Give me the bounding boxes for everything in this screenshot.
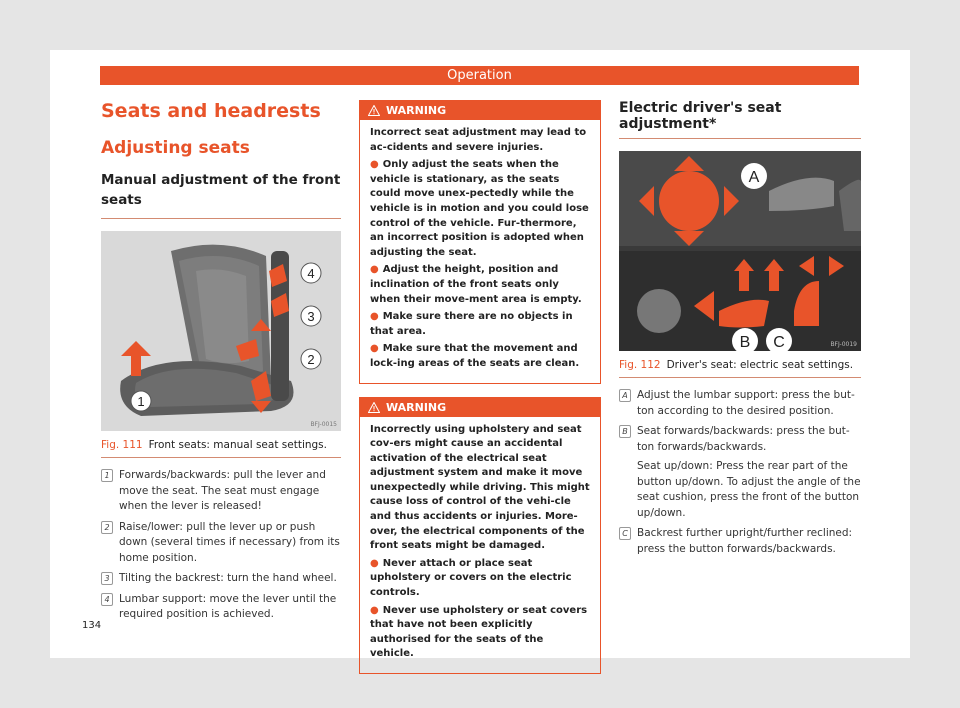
callout-4 <box>301 263 321 283</box>
bullet-text: Never attach or place seat upholstery or covers on the electric controls. <box>370 557 572 599</box>
callout-A <box>741 163 767 189</box>
bullet-text: Make sure that the movement and lock-ing areas of the seats are clean. <box>370 343 580 369</box>
callout-3 <box>301 306 321 326</box>
figure-caption-text: Front seats: manual seat settings. <box>148 439 327 451</box>
warning-bullet <box>370 557 590 601</box>
electric-adjust-list <box>619 388 861 557</box>
column-3 <box>619 100 861 562</box>
callout-1 <box>131 391 151 411</box>
item-marker: 3 <box>101 572 113 585</box>
page-number: 134 <box>82 620 102 631</box>
warning-header <box>360 101 600 120</box>
figure-caption <box>619 359 861 371</box>
item-text: Tilting the backrest: turn the hand wheel. <box>119 572 337 584</box>
list-item <box>619 526 861 557</box>
warning-body <box>360 120 600 383</box>
list-item <box>101 592 341 623</box>
subsection-title: Manual adjustment of the front seats <box>101 170 341 219</box>
item-marker: B <box>619 425 631 438</box>
warning-title: WARNING <box>386 104 447 117</box>
item-marker: C <box>619 527 631 540</box>
column-2 <box>359 100 601 687</box>
callout-2 <box>301 349 321 369</box>
figure-code: BFJ-0019 <box>830 341 857 348</box>
bullet-text: Adjust the height, position and inclination of the front seats only when their move-ment area is empty. <box>370 264 582 305</box>
chapter-title: Seats and headrests <box>101 100 321 122</box>
bullet-text: Never use upholstery or seat covers that have not been explicitly authorised for the seats of the vehicle. <box>370 604 588 660</box>
bullet-text: Only adjust the seats when the vehicle is stationary, as the seats could move unex-pectedly while the vehicle is in motion and you could lose control of the vehicle. Fur-thermore, an incorrect position is adopted when adjusting the seat. <box>370 159 589 258</box>
manual-adjust-list <box>101 468 341 623</box>
figure-caption <box>101 439 341 451</box>
item-text: Adjust the lumbar support: press the but-ton according to the desired position. <box>637 389 855 417</box>
item-marker: 4 <box>101 593 113 606</box>
warning-bullet <box>370 604 590 662</box>
bullet-icon: ● <box>370 604 379 616</box>
warning-triangle-icon <box>368 402 380 413</box>
section-header: Operation <box>100 66 859 85</box>
warning-box-1 <box>359 100 601 384</box>
warning-box-2 <box>359 397 601 675</box>
item-marker: A <box>619 389 631 402</box>
figure-number: Fig. 112 <box>619 359 661 371</box>
bullet-text: Make sure there are no objects in that area. <box>370 311 573 337</box>
warning-body <box>360 417 600 674</box>
bullet-icon: ● <box>370 311 379 323</box>
svg-text:4: 4 <box>307 266 315 281</box>
warning-triangle-icon <box>368 105 380 116</box>
bullet-icon: ● <box>370 159 379 171</box>
item-subtext: Seat up/down: Press the rear part of the button up/down. To adjust the angle of the seat cushion, press the front of the button up/down. <box>637 460 861 519</box>
manual-page <box>50 50 910 658</box>
figure-electric-seat <box>619 151 861 378</box>
item-text: Forwards/backwards: pull the lever and move the seat. The seat must engage when the lever is released! <box>119 469 326 512</box>
electric-seat-controls-illustration <box>619 151 861 351</box>
column-1 <box>101 100 341 628</box>
svg-text:1: 1 <box>137 394 145 409</box>
figure-manual-seat <box>101 231 341 458</box>
list-item <box>101 520 341 567</box>
list-item <box>619 424 861 521</box>
svg-text:B: B <box>739 334 751 351</box>
warning-intro: Incorrectly using upholstery and seat cov-ers might cause an accidental activation of the electrical seat adjustment system and make it move unexpectedly while driving. This might cause loss of control of the vehi-cle and thus accidents or injuries. More-over, the electrical components of the front seats might be damaged. <box>370 423 590 552</box>
bullet-icon: ● <box>370 343 379 355</box>
item-text: Backrest further upright/further reclined: press the button forwards/backwards. <box>637 527 853 555</box>
item-text: Lumbar support: move the lever until the required position is achieved. <box>119 592 337 620</box>
figure-caption-text: Driver's seat: electric seat settings. <box>666 359 854 371</box>
figure-code: BFJ-0015 <box>310 421 337 428</box>
warning-title: WARNING <box>386 400 447 414</box>
svg-text:C: C <box>773 334 785 351</box>
warning-bullet <box>370 263 590 307</box>
bullet-icon: ● <box>370 264 379 276</box>
section-title: Adjusting seats <box>101 138 250 158</box>
figure-number: Fig. 111 <box>101 439 143 451</box>
svg-text:A: A <box>748 169 760 186</box>
svg-text:3: 3 <box>307 309 315 324</box>
section-title-electric: Electric driver's seat adjustment* <box>619 100 861 139</box>
list-item <box>619 388 861 419</box>
list-item <box>101 468 341 515</box>
bullet-icon: ● <box>370 557 379 569</box>
warning-intro: Incorrect seat adjustment may lead to ac-cidents and severe injuries. <box>370 127 587 153</box>
warning-bullet <box>370 158 590 260</box>
item-marker: 2 <box>101 521 113 534</box>
item-text: Raise/lower: pull the lever up or push down (several times if necessary) from its home position. <box>119 520 340 564</box>
svg-text:2: 2 <box>307 352 315 367</box>
warning-bullet <box>370 310 590 339</box>
item-marker: 1 <box>101 469 113 482</box>
manual-seat-illustration <box>101 231 341 431</box>
item-text: Seat forwards/backwards: press the but-ton forwards/backwards. <box>637 425 850 453</box>
list-item <box>101 571 341 587</box>
warning-header <box>360 398 600 417</box>
warning-bullet <box>370 342 590 371</box>
